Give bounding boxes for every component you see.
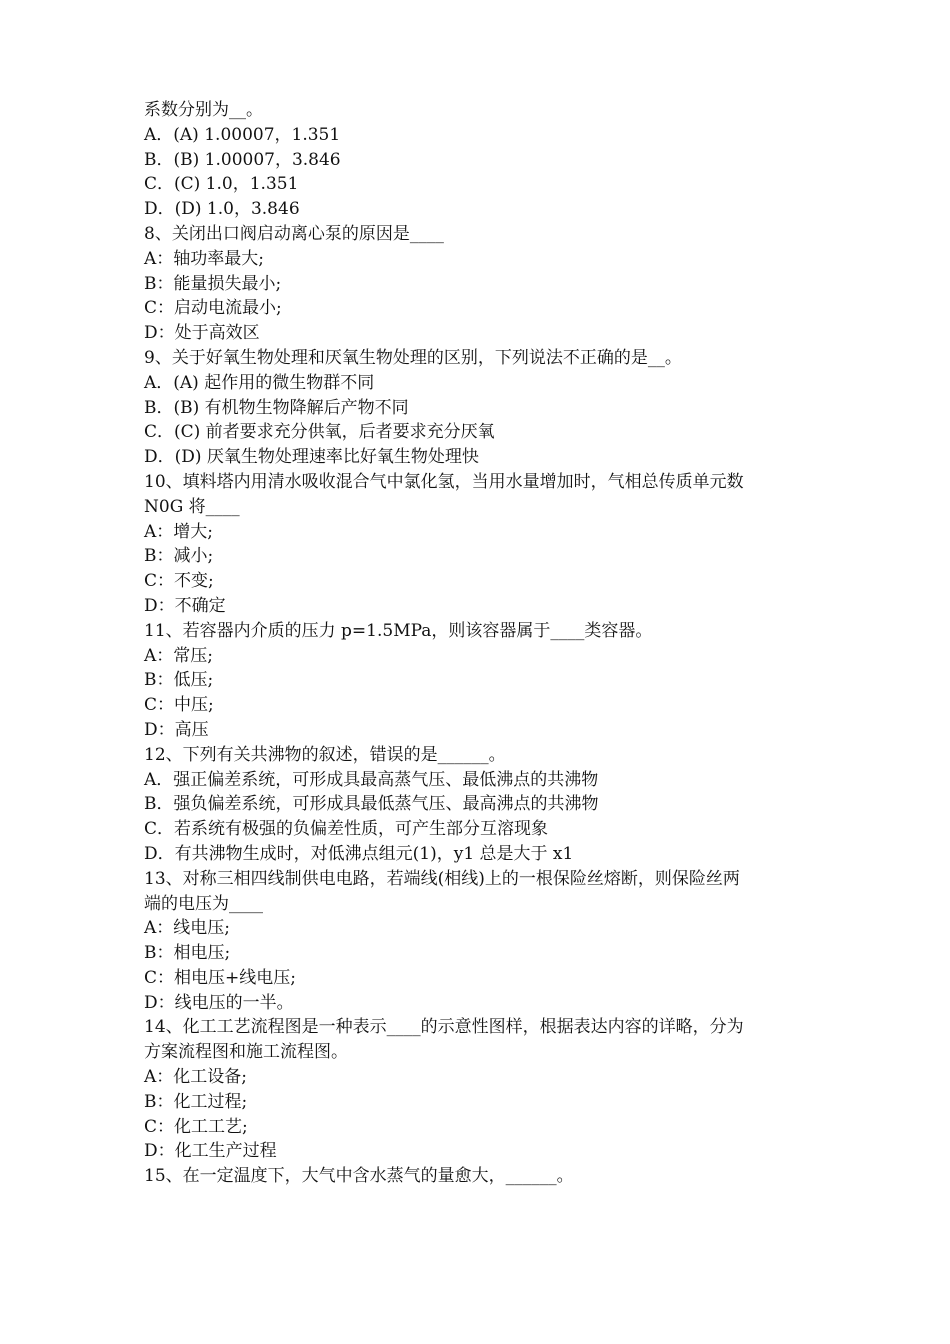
option-line: B．(B) 有机物生物降解后产物不同: [144, 397, 409, 418]
option-line: B：化工过程;: [144, 1091, 248, 1112]
option-line: C：相电压+线电压;: [144, 967, 296, 988]
question-line: 13、对称三相四线制供电电路，若端线(相线)上的一根保险丝熔断，则保险丝两: [144, 868, 740, 889]
option-line: D：高压: [144, 719, 209, 740]
question-line: 15、在一定温度下，大气中含水蒸气的量愈大，______。: [144, 1166, 574, 1187]
option-line: B：相电压;: [144, 943, 231, 964]
option-line: C．若系统有极强的负偏差性质，可产生部分互溶现象: [144, 819, 549, 840]
option-line: D：不确定: [144, 595, 226, 616]
option-line: C．(C) 前者要求充分供氧，后者要求充分厌氧: [144, 422, 495, 443]
option-line: B：能量损失最小;: [144, 273, 282, 294]
question-line: N0G 将____: [144, 496, 240, 517]
option-line: C：中压;: [144, 695, 214, 716]
option-line: D．(D) 厌氧生物处理速率比好氧生物处理快: [144, 447, 479, 468]
option-line: C：化工工艺;: [144, 1116, 248, 1137]
option-line: B．(B) 1.00007，3.846: [144, 149, 341, 170]
option-line: B：低压;: [144, 670, 214, 691]
option-line: D：线电压的一半。: [144, 992, 294, 1013]
question-line: 方案流程图和施工流程图。: [144, 1042, 348, 1063]
option-line: A：常压;: [144, 645, 214, 666]
question-line: 9、关于好氧生物处理和厌氧生物处理的区别，下列说法不正确的是__。: [144, 347, 682, 368]
option-line: B．强负偏差系统，可形成具最低蒸气压、最高沸点的共沸物: [144, 794, 599, 815]
option-line: B：减小;: [144, 546, 214, 567]
text-line: 系数分别为__。: [144, 100, 263, 120]
document-page: [144, 98, 824, 1189]
question-line: 11、若容器内介质的压力 p=1.5MPa，则该容器属于____类容器。: [144, 620, 653, 641]
option-line: A：轴功率最大;: [144, 248, 265, 269]
option-line: C：启动电流最小;: [144, 298, 282, 319]
option-line: D：处于高效区: [144, 323, 260, 344]
option-line: A．强正偏差系统，可形成具最高蒸气压、最低沸点的共沸物: [144, 769, 599, 790]
question-line: 8、关闭出口阀启动离心泵的原因是____: [144, 223, 444, 244]
question-line: 12、下列有关共沸物的叙述，错误的是______。: [144, 744, 506, 765]
option-line: C：不变;: [144, 571, 214, 592]
option-line: C．(C) 1.0，1.351: [144, 174, 299, 195]
question-line: 端的电压为____: [144, 893, 263, 914]
option-line: A：化工设备;: [144, 1067, 248, 1088]
option-line: A．(A) 1.00007，1.351: [144, 124, 341, 145]
question-line: 14、化工工艺流程图是一种表示____的示意性图样，根据表达内容的详略，分为: [144, 1017, 744, 1038]
option-line: A：线电压;: [144, 918, 231, 939]
option-line: A．(A) 起作用的微生物群不同: [144, 372, 375, 393]
option-line: D．有共沸物生成时，对低沸点组元(1)，y1 总是大于 x1: [144, 843, 574, 864]
option-line: D．(D) 1.0，3.846: [144, 199, 300, 220]
option-line: D：化工生产过程: [144, 1141, 277, 1162]
question-line: 10、填料塔内用清水吸收混合气中氯化氢，当用水量增加时，气相总传质单元数: [144, 471, 744, 492]
option-line: A：增大;: [144, 521, 214, 542]
